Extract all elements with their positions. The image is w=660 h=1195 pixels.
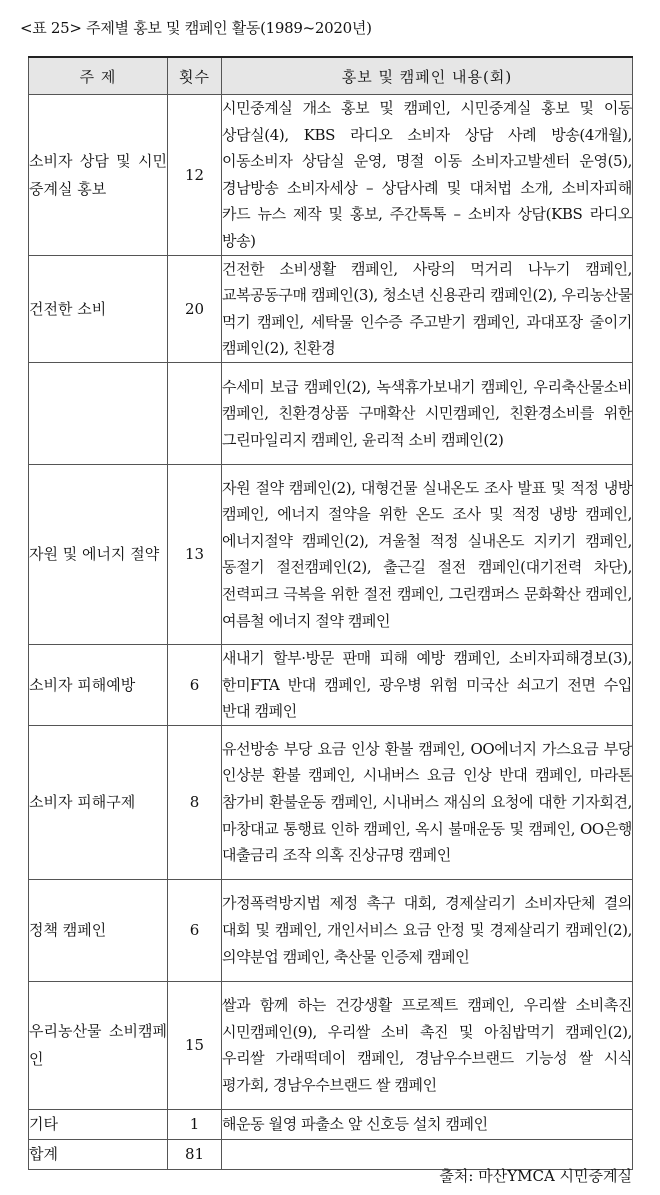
row-count: 6 <box>168 879 222 981</box>
row-topic: 소비자 상담 및 시민중계실 홍보 <box>29 95 168 256</box>
row-content: 자원 절약 캠페인(2), 대형건물 실내온도 조사 발표 및 적정 냉방 캠페인, 에너지 절약을 위한 온도 조사 및 적정 냉방 캠페인, 에너지절약 캠페인(2), 겨울철 적정 실내온도 지키기 캠페인, 동절기 절전캠페인(2), 출근길 절전 캠페인(대기전력 차단), 전력피크 극복을 위한 절전 캠페인, 그린캠퍼스 문화확산 캠페인, 여름철 에너지 절약 캠페인 <box>222 464 633 644</box>
row-topic: 건전한 소비 <box>29 255 168 362</box>
row-content: 해운동 월영 파출소 앞 신호등 설치 캠페인 <box>222 1109 633 1139</box>
table-row <box>29 644 633 725</box>
table-row <box>29 362 633 464</box>
source-note: 출처: 마산YMCA 시민중계실 <box>439 1167 632 1185</box>
row-topic: 소비자 피해예방 <box>29 644 168 725</box>
row-topic: 기타 <box>29 1109 168 1139</box>
campaign-table <box>28 56 633 1170</box>
row-content: 쌀과 함께 하는 건강생활 프로젝트 캠페인, 우리쌀 소비촉진 시민캠페인(9), 우리쌀 소비 촉진 및 아침밥먹기 캠페인(2), 우리쌀 가래떡데이 캠페인, 경남우수브랜드 기능성 쌀 시식 평가회, 경남우수브랜드 쌀 캠페인 <box>222 981 633 1109</box>
table-row <box>29 1109 633 1139</box>
row-content: 수세미 보급 캠페인(2), 녹색휴가보내기 캠페인, 우리축산물소비 캠페인, 친환경상품 구매확산 시민캠페인, 친환경소비를 위한 그린마일리지 캠페인, 윤리적 소비 캠페인(2) <box>222 362 633 464</box>
header-row <box>29 57 633 95</box>
row-topic: 자원 및 에너지 절약 <box>29 464 168 644</box>
header-content: 홍보 및 캠페인 내용(회) <box>222 57 633 95</box>
row-count <box>168 362 222 464</box>
table-row <box>29 95 633 256</box>
row-topic <box>29 362 168 464</box>
row-content: 시민중계실 개소 홍보 및 캠페인, 시민중계실 홍보 및 이동 상담실(4), KBS 라디오 소비자 상담 사례 방송(4개월), 이동소비자 상담실 운영, 명절 이동 소비자고발센터 운영(5), 경남방송 소비자세상 – 상담사례 및 대처법 소개, 소비자피해 카드 뉴스 제작 및 홍보, 주간톡톡 – 소비자 상담(KBS 라디오 방송) <box>222 95 633 256</box>
row-count: 13 <box>168 464 222 644</box>
header-topic: 주 제 <box>29 57 168 95</box>
table-row <box>29 725 633 879</box>
row-count: 1 <box>168 1109 222 1139</box>
row-topic: 소비자 피해구제 <box>29 725 168 879</box>
total-label: 합계 <box>29 1139 168 1169</box>
table-caption: <표 25> 주제별 홍보 및 캠페인 활동(1989~2020년) <box>20 19 372 37</box>
table-row <box>29 981 633 1109</box>
row-topic: 정책 캠페인 <box>29 879 168 981</box>
row-count: 8 <box>168 725 222 879</box>
row-count: 20 <box>168 255 222 362</box>
table-row <box>29 464 633 644</box>
total-count: 81 <box>168 1139 222 1169</box>
row-content: 유선방송 부당 요금 인상 환불 캠페인, OO에너지 가스요금 부당 인상분 환불 캠페인, 시내버스 요금 인상 반대 캠페인, 마라톤 참가비 환불운동 캠페인, 시내버스 재심의 요청에 대한 기자회견, 마창대교 통행료 인하 캠페인, 옥시 불매운동 및 캠페인, OO은행 대출금리 조작 의혹 진상규명 캠페인 <box>222 725 633 879</box>
table-row <box>29 879 633 981</box>
row-content: 새내기 할부·방문 판매 피해 예방 캠페인, 소비자피해경보(3), 한미FTA 반대 캠페인, 광우병 위험 미국산 쇠고기 전면 수입 반대 캠페인 <box>222 644 633 725</box>
row-count: 6 <box>168 644 222 725</box>
table-row <box>29 255 633 362</box>
header-count: 횟수 <box>168 57 222 95</box>
row-content: 건전한 소비생활 캠페인, 사랑의 먹거리 나누기 캠페인, 교복공동구매 캠페인(3), 청소년 신용관리 캠페인(2), 우리농산물 먹기 캠페인, 세탁물 인수증 주고받기 캠페인, 과대포장 줄이기 캠페인(2), 친환경 <box>222 255 633 362</box>
row-count: 15 <box>168 981 222 1109</box>
row-topic: 우리농산물 소비캠페인 <box>29 981 168 1109</box>
row-count: 12 <box>168 95 222 256</box>
row-content: 가정폭력방지법 제정 촉구 대회, 경제살리기 소비자단체 결의 대회 및 캠페인, 개인서비스 요금 안정 및 경제살리기 캠페인(2), 의약분업 캠페인, 축산물 인증제 캠페인 <box>222 879 633 981</box>
